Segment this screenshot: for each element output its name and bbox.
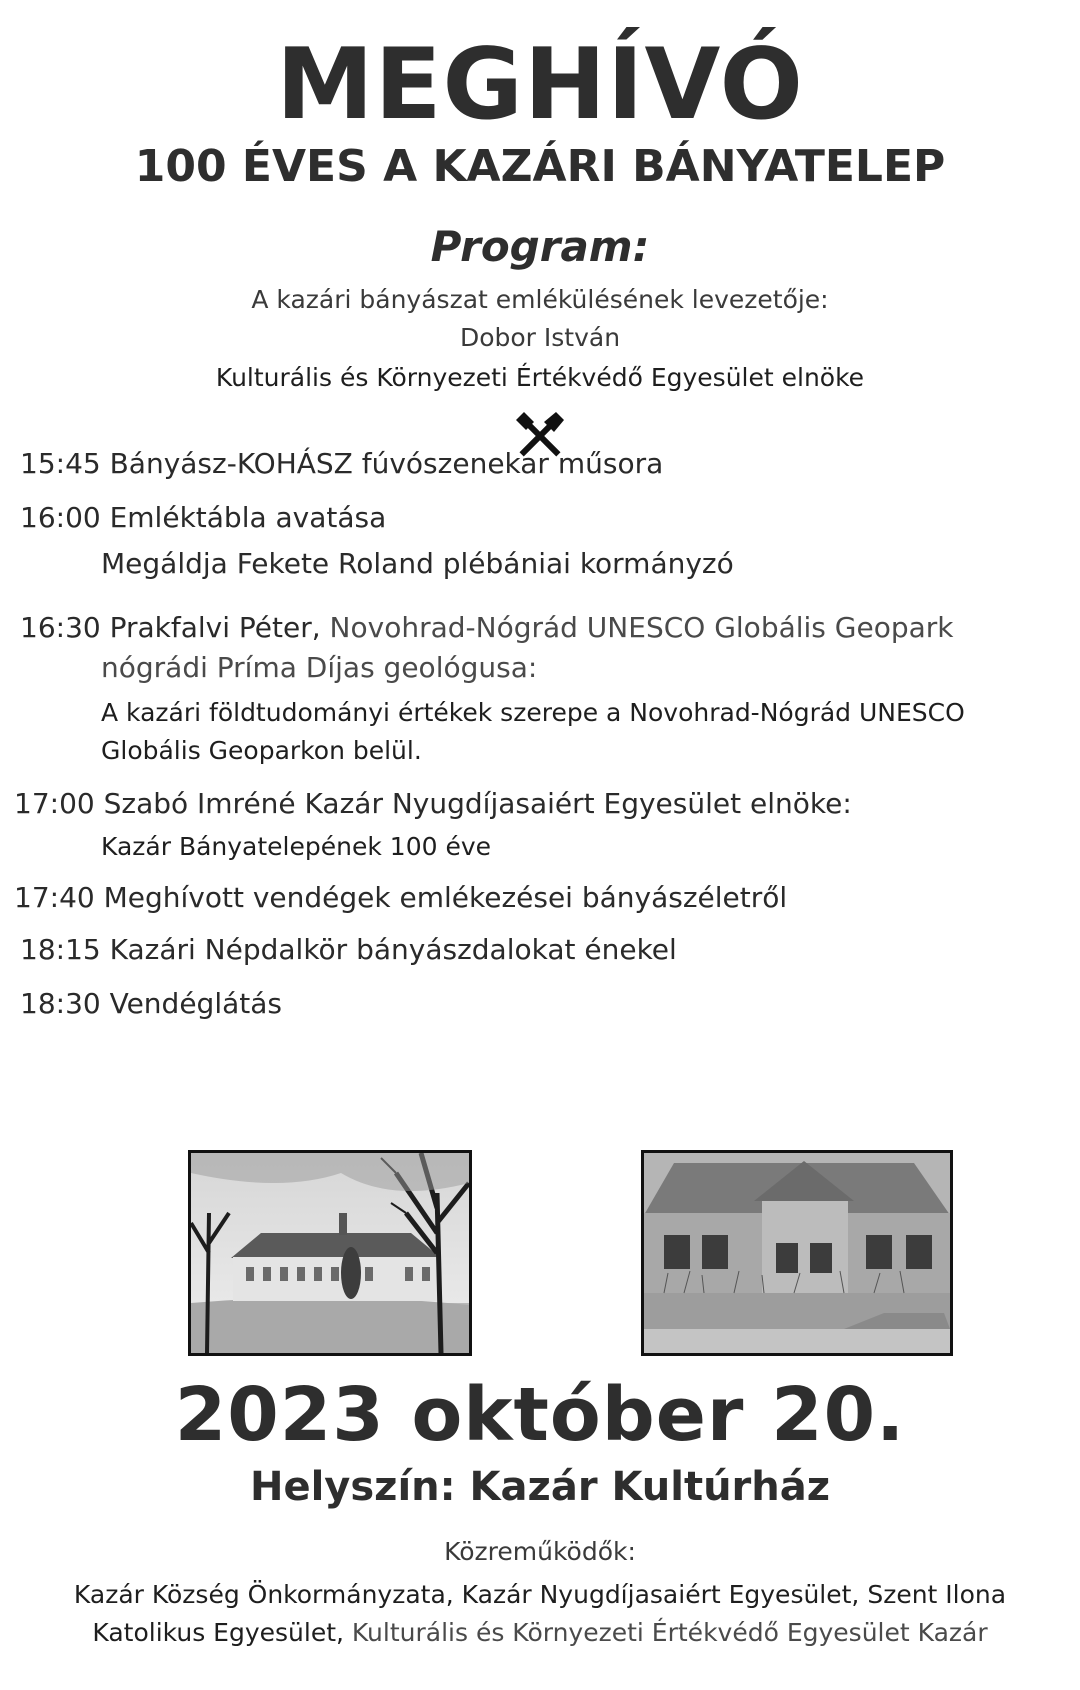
- schedule-detail: nógrádi Príma Díjas geológusa:: [101, 651, 538, 684]
- schedule-item: 18:15 Kazári Népdalkör bányászdalokat énekel: [20, 933, 677, 966]
- moderator-role: Kulturális és Környezeti Értékvédő Egyesület elnöke: [215, 363, 865, 392]
- schedule-item-affiliation: Novohrad-Nógrád UNESCO Globális Geopark: [329, 611, 954, 644]
- schedule-item: 16:00 Emléktábla avatása: [20, 501, 387, 534]
- historic-photo-left: [188, 1150, 472, 1356]
- schedule-item-speaker: 16:30 Prakfalvi Péter,: [20, 611, 330, 644]
- schedule-detail: A kazári földtudományi értékek szerepe a Novohrad-Nógrád UNESCO: [101, 698, 965, 727]
- schedule-item: 17:00 Szabó Imréné Kazár Nyugdíjasaiért Egyesület elnöke:: [14, 787, 852, 820]
- event-venue: Helyszín: Kazár Kultúrház: [249, 1464, 831, 1510]
- program-heading: Program:: [430, 222, 650, 271]
- contributor-name: Kulturális és Környezeti Értékvédő Egyesület Kazár: [351, 1618, 988, 1647]
- contributors-label: Közreműködők:: [444, 1537, 636, 1566]
- event-subtitle: 100 ÉVES A KAZÁRI BÁNYATELEP: [134, 141, 946, 192]
- event-date: 2023 október 20.: [174, 1372, 906, 1458]
- schedule-detail: Kazár Bányatelepének 100 éve: [101, 832, 492, 861]
- historic-photo-right: [641, 1150, 953, 1356]
- invitation-title: MEGHÍVÓ: [276, 28, 804, 142]
- schedule-item: [20, 610, 954, 646]
- schedule-item: 17:40 Meghívott vendégek emlékezései bányászéletről: [14, 881, 788, 914]
- contributor-name: Katolikus Egyesület,: [92, 1618, 352, 1647]
- schedule-item: 18:30 Vendéglátás: [20, 987, 282, 1020]
- contributors-line: Kazár Község Önkormányzata, Kazár Nyugdíjasaiért Egyesület, Szent Ilona: [73, 1580, 1007, 1609]
- intro-line: A kazári bányászat emlékülésének levezetője:: [251, 285, 829, 314]
- moderator-name: Dobor István: [459, 323, 621, 352]
- schedule-detail: Globális Geoparkon belül.: [101, 736, 422, 765]
- schedule-detail: Megáldja Fekete Roland plébániai kormányzó: [101, 547, 734, 580]
- contributors-line: [0, 1614, 1080, 1652]
- schedule-item: 15:45 Bányász-KOHÁSZ fúvószenekar műsora: [20, 447, 664, 480]
